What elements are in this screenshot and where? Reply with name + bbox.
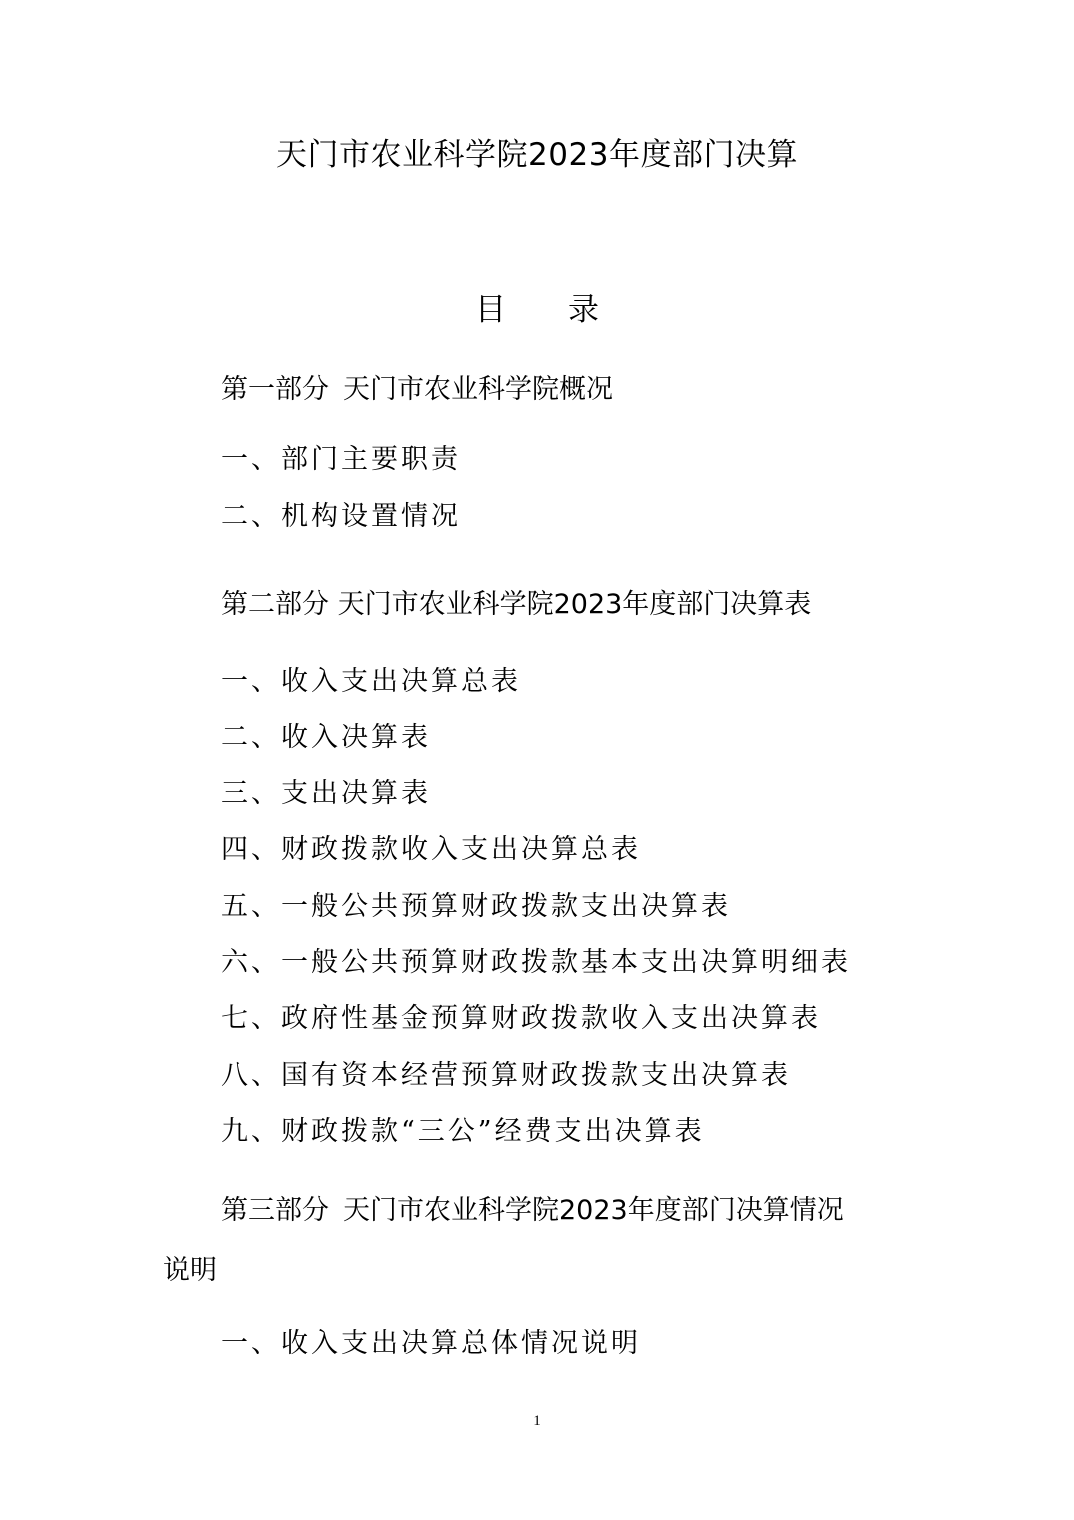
part-3-title-line-1: 天门市农业科学院2023年度部门决算情况 bbox=[343, 1195, 844, 1226]
part-3-label: 第三部分 bbox=[221, 1195, 329, 1226]
toc-item: 五、一般公共预算财政拨款支出决算表 bbox=[221, 891, 731, 922]
part-3-title-line-2: 说明 bbox=[163, 1255, 217, 1286]
toc-heading bbox=[0, 287, 1074, 333]
toc-item: 四、财政拨款收入支出决算总表 bbox=[221, 834, 641, 865]
part-1-label: 第一部分 bbox=[221, 374, 329, 405]
toc-item: 二、机构设置情况 bbox=[221, 501, 461, 532]
toc-item: 九、财政拨款“三公”经费支出决算表 bbox=[221, 1116, 705, 1147]
part-1-heading bbox=[221, 370, 613, 410]
toc-item: 二、收入决算表 bbox=[221, 722, 431, 753]
toc-item: 七、政府性基金预算财政拨款收入支出决算表 bbox=[221, 1003, 821, 1034]
part-3-heading bbox=[163, 1181, 923, 1301]
part-3-heading-line-1 bbox=[163, 1181, 923, 1241]
page-number: 1 bbox=[533, 1413, 541, 1429]
document-title: 天门市农业科学院2023年度部门决算 bbox=[276, 137, 798, 173]
toc-item: 一、收入支出决算总表 bbox=[221, 666, 521, 697]
toc-item: 六、一般公共预算财政拨款基本支出决算明细表 bbox=[221, 947, 851, 978]
toc-item: 一、收入支出决算总体情况说明 bbox=[221, 1328, 641, 1359]
part-1-title: 天门市农业科学院概况 bbox=[343, 374, 613, 405]
toc-heading-char-1: 目 bbox=[475, 292, 506, 328]
toc-item: 三、支出决算表 bbox=[221, 778, 431, 809]
toc-heading-char-2: 录 bbox=[568, 292, 599, 328]
toc-item: 八、国有资本经营预算财政拨款支出决算表 bbox=[221, 1060, 791, 1091]
toc-item: 一、部门主要职责 bbox=[221, 444, 461, 475]
part-2-heading: 第二部分 天门市农业科学院2023年度部门决算表 bbox=[221, 589, 812, 620]
